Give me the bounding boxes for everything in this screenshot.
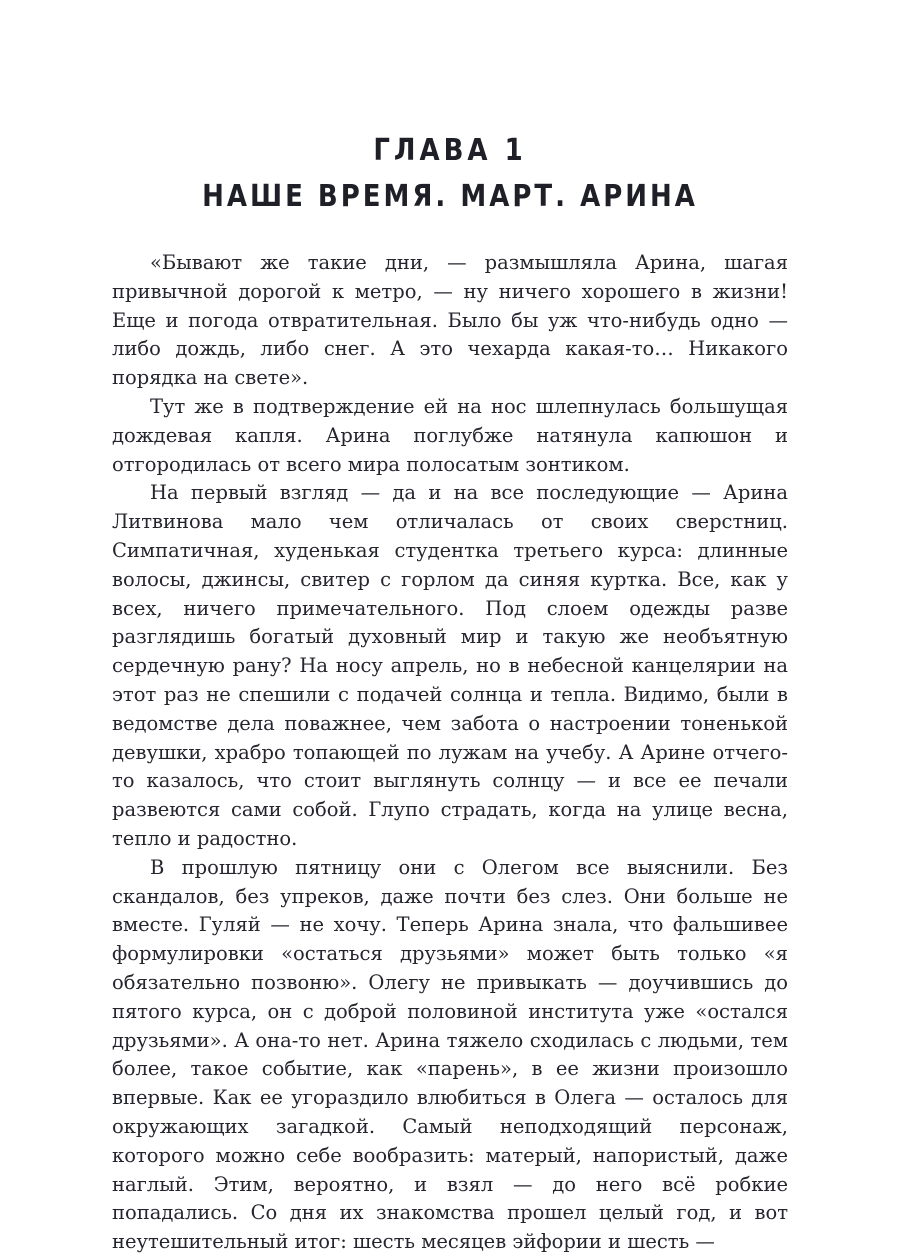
chapter-subtitle: НАШЕ ВРЕМЯ. МАРТ. АРИНА bbox=[202, 179, 698, 215]
chapter-body bbox=[112, 249, 788, 1257]
paragraph: На первый взгляд — да и на все последующие — Арина Литвинова мало чем отличалась от своих сверстниц. Симпатичная, худенькая студентка третьего курса: длинные волосы, джинсы, свитер с горлом да синяя куртка. Все, как у всех, ничего примечательного. Под слоем одежды разве разглядишь богатый духовный мир и такую же необъятную сердечную рану? На носу апрель, но в небесной канцелярии на этот раз не спешили с подачей солнца и тепла. Видимо, были в ведомстве дела поважнее, чем забота о настроении тоненькой девушки, храбро топающей по лужам на учебу. А Арине отчего-то казалось, что стоит выглянуть солнцу — и все ее печали развеются сами собой. Глупо страдать, когда на улице весна, тепло и радостно. bbox=[112, 481, 788, 850]
paragraph: В прошлую пятницу они с Олегом все выяснили. Без скандалов, без упреков, даже почти без слез. Они больше не вместе. Гуляй — не хочу. Теперь Арина знала, что фальшивее формулировки «остаться друзьями» может быть только «я обязательно позвоню». Олегу не привыкать — доучившись до пятого курса, он с доброй половиной института уже «остался друзьями». А она-то нет. Арина тяжело сходилась с людьми, тем более, такое событие, как «парень», в ее жизни произошло впервые. Как ее угораздило влюбиться в Олега — осталось для окружающих загадкой. Самый неподходящий персонаж, которого можно себе вообразить: матерый, напористый, даже наглый. Этим, вероятно, и взял — до него всё робкие попадались. Со дня их знакомства прошел целый год, и вот неутешительный итог: шесть месяцев эйфории и шесть — bbox=[112, 855, 788, 1254]
chapter-heading bbox=[112, 133, 788, 215]
chapter-title: ГЛАВА 1 bbox=[373, 133, 527, 169]
paragraph: «Бывают же такие дни, — размышляла Арина, шагая привычной дорогой к метро, — ну ничего хорошего в жизни! Еще и погода отвратительная. Было бы уж что-нибудь одно — либо дождь, либо снег. А это чехарда какая-то… Никакого порядка на свете». bbox=[112, 251, 788, 390]
paragraph: Тут же в подтверждение ей на нос шлепнулась большущая дождевая капля. Арина поглубже натянула капюшон и отгородилась от всего мира полосатым зонтиком. bbox=[112, 394, 788, 476]
